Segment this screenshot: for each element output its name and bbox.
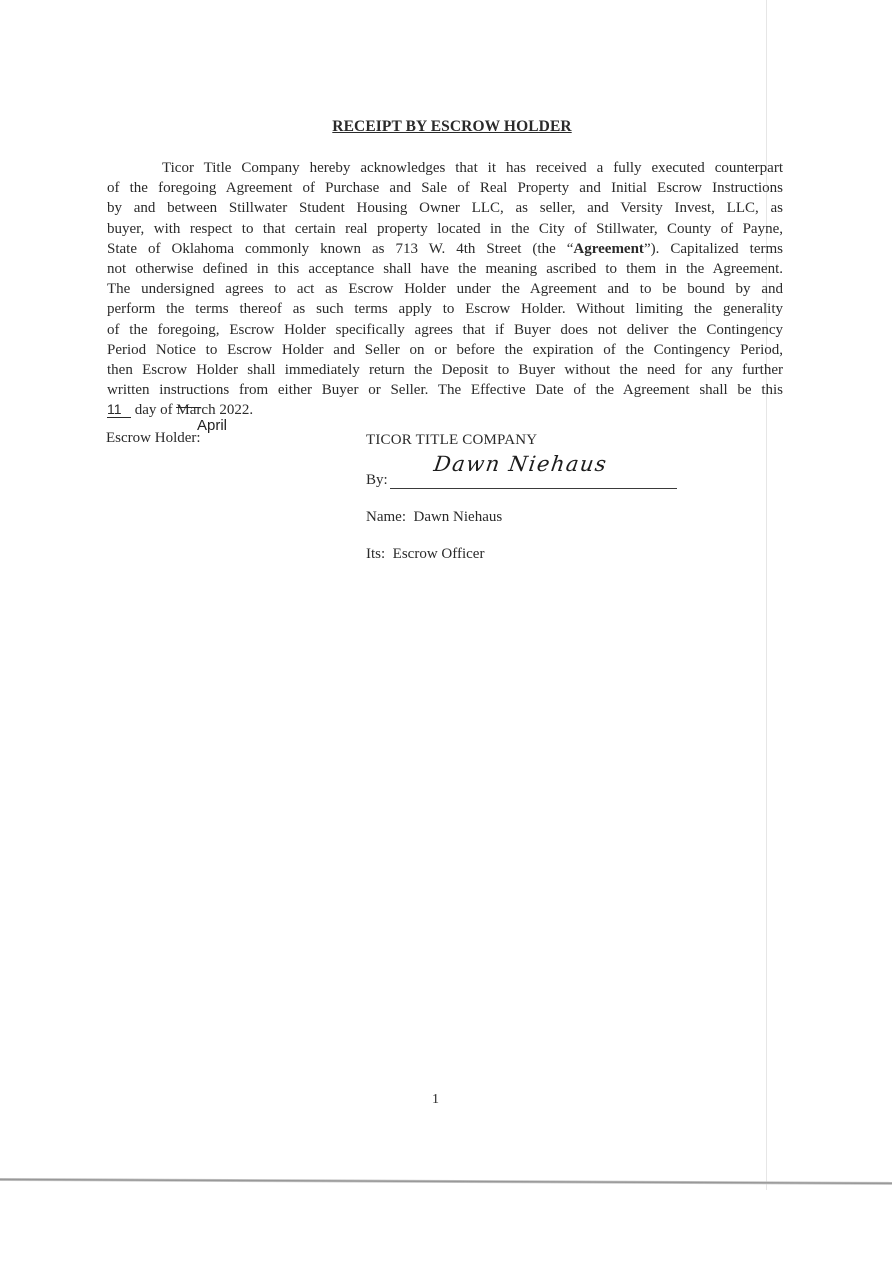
paragraph-line-2: of the foregoing Agreement of Purchase and Sale of Real Property and Initial Escrow Instructions: [107, 180, 783, 197]
paragraph-line-6: not otherwise defined in this acceptance shall have the meaning ascribed to them in the Agreement.: [107, 261, 783, 278]
paragraph-line-5-end: ”). Capitalized terms: [643, 240, 783, 257]
paragraph-line-12: written instructions from either Buyer or Seller. The Effective Date of the Agreement shall be this: [107, 382, 783, 399]
scan-bottom-edge: [0, 1178, 892, 1185]
paragraph-line-10: Period Notice to Escrow Holder and Seller on or before the expiration of the Contingency Period,: [107, 341, 783, 358]
handwritten-signature: Dawn Niehaus: [432, 452, 610, 476]
day-of-text: day of: [134, 402, 173, 419]
name-value: Dawn Niehaus: [413, 509, 503, 525]
its-value: Escrow Officer: [392, 546, 485, 562]
signature-line: [390, 488, 677, 489]
document-title: RECEIPT BY ESCROW HOLDER: [332, 118, 572, 135]
paragraph-line-11: then Escrow Holder shall immediately return the Deposit to Buyer without the need for any further: [107, 362, 783, 379]
paragraph-line-5: [107, 239, 783, 259]
company-name: TICOR TITLE COMPANY: [366, 432, 538, 448]
paragraph-line-8: perform the terms thereof as such terms apply to Escrow Holder. Without limiting the generality: [107, 301, 783, 318]
paragraph-line-9: of the foregoing, Escrow Holder specifically agrees that if Buyer does not deliver the Contingency: [107, 321, 783, 338]
agreement-defined-term: Agreement: [573, 240, 644, 257]
name-label: Name:: [366, 509, 406, 525]
escrow-holder-label: Escrow Holder:: [106, 430, 201, 446]
name-row: [366, 509, 502, 526]
paragraph-line-5-start: State of Oklahoma commonly known as 713 W. 4th Street (the “: [107, 240, 574, 257]
paragraph-line-1: Ticor Title Company hereby acknowledges that it has received a fully executed counterpart: [162, 160, 783, 176]
paragraph-line-3: by and between Stillwater Student Housing Owner LLC, as seller, and Versity Invest, LLC, as: [107, 200, 783, 217]
effective-day-field: 11: [107, 402, 131, 418]
paragraph-line-4: buyer, with respect to that certain real property located in the City of Stillwater, County of Payne,: [107, 220, 783, 237]
struck-month-text: Mar: [176, 402, 202, 419]
month-rest-text: ch 2022.: [201, 402, 254, 419]
handwritten-month-correction: April: [197, 417, 228, 434]
paragraph-line-7: The undersigned agrees to act as Escrow Holder under the Agreement and to be bound by and: [107, 281, 783, 298]
by-label: By:: [366, 472, 388, 488]
receipt-paragraph: [107, 158, 783, 421]
its-row: [366, 546, 484, 563]
its-label: Its:: [366, 546, 386, 562]
page-number: 1: [432, 1092, 439, 1107]
